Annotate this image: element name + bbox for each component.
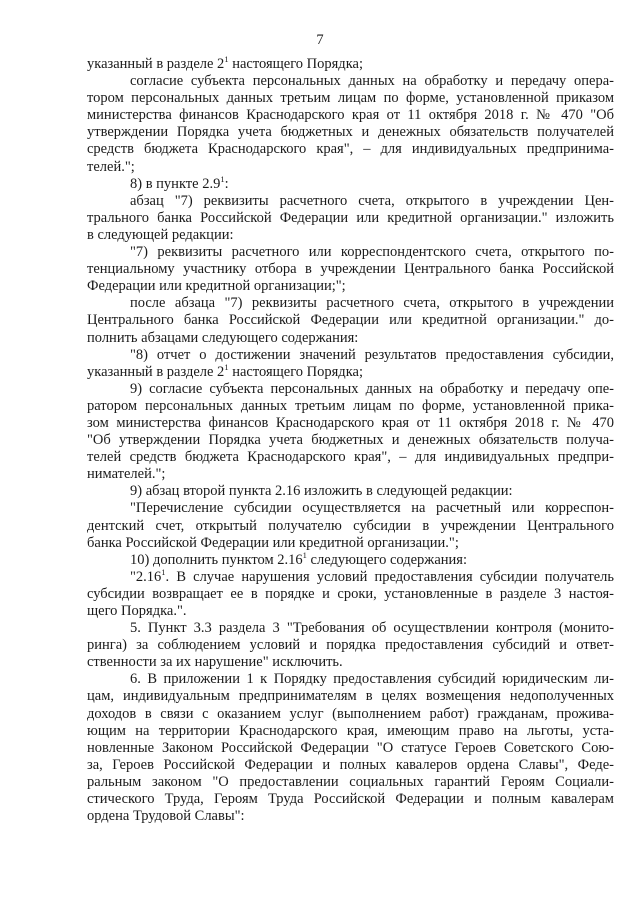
text-line: полнить абзацами следующего содержания: [87, 329, 359, 346]
text-line: 6. В приложении 1 к Порядку предоставления субсидий юридическим ли- [130, 671, 614, 688]
text-line: указанный в разделе $2^1$ настоящего Порядка; [87, 361, 363, 380]
text-line: 8) в пункте $2.9^1$: [130, 173, 229, 192]
text-line: ственности за их нарушение" исключить. [87, 654, 343, 671]
text-line: новленные Законом Российской Федерации "О статусе Героев Советского Сою- [87, 739, 614, 756]
text-line: ратором персональных данных третьим лицам по форме, установленной прика- [87, 397, 614, 414]
page-number: 7 [316, 32, 324, 48]
text-line: субсидии возвращает ее в порядке и сроки, установленные в разделе 3 настоя- [87, 585, 614, 602]
superscript: 1 [161, 566, 166, 577]
text-line: телей."; [87, 158, 135, 175]
text-line: средств бюджета Краснодарского края", – для индивидуальных предпринима- [87, 141, 614, 158]
text-line: банка Российской Федерации или кредитной организации."; [87, 534, 459, 551]
text-line: "Об утверждении Порядка учета бюджетных и денежных обязательств получа- [87, 432, 614, 449]
text-line: абзац "7) реквизиты расчетного счета, открытого в учреждении Цен- [130, 192, 614, 209]
text-line: указанный в разделе $2^1$ настоящего Порядка; [87, 54, 363, 72]
text-line: Федерации или кредитной организации;"; [87, 278, 346, 295]
text-line: трального банка Российской Федерации или кредитной организации." изложить [87, 209, 614, 226]
text-line: ордена Трудовой Славы": [87, 808, 245, 825]
text-line: ющим на территории Краснодарского края, имеющим право на льготы, уста- [87, 722, 614, 739]
text-line: телей средств бюджета Краснодарского края", – для индивидуальных предпри- [87, 449, 614, 466]
superscript: 1 [302, 549, 307, 560]
text-line: после абзаца "7) реквизиты расчетного счета, открытого в учреждении [130, 295, 614, 312]
document-body [87, 56, 614, 825]
superscript: 1 [224, 361, 229, 372]
text-line: в следующей редакции: [87, 226, 234, 243]
text-line: доходов в связи с оказанием услуг (выполнением работ) гражданам, прожива- [87, 705, 614, 722]
text-line: министерства финансов Краснодарского края от 11 октября 2018 г. № 470 "Об [87, 107, 614, 124]
superscript: 1 [220, 173, 225, 184]
text-line: нимателей."; [87, 466, 166, 483]
text-line: зом министерства финансов Краснодарского края от 11 октября 2018 г. № 470 [87, 414, 614, 431]
text-line: стического Труда, Героям Труда Российской Федерации и полным кавалерам [87, 791, 614, 808]
text-line: за, Героев Российской Федерации и полных кавалеров ордена Славы", Феде- [87, 756, 614, 773]
text-line: цам, индивидуальным предпринимателям в целях возмещения недополученных [87, 688, 614, 705]
text-line: тором персональных данных третьим лицам по форме, установленной приказом [87, 90, 614, 107]
text-line: "8) отчет о достижении значений результатов предоставления субсидии, [130, 346, 614, 363]
text-line: 10) дополнить пунктом 2.16$^1$ следующего содержания: [130, 549, 467, 568]
text-line: тенциальному участнику отбора в учреждении Центрального банка Российской [87, 261, 614, 278]
text-line: 5. Пункт 3.3 раздела 3 "Требования об осуществлении контроля (монито- [130, 620, 614, 637]
text-line: 9) абзац второй пункта 2.16 изложить в следующей редакции: [130, 483, 513, 500]
text-line: щего Порядка.". [87, 603, 187, 619]
text-line: ральным законом "О предоставлении социальных гарантий Героям Социали- [87, 773, 614, 790]
text-line: "2.16$^1$. В случае нарушения условий предоставления субсидии получатель [130, 566, 614, 585]
text-line: ринга) за соблюдением условий и порядка предоставления субсидий и ответ- [87, 637, 614, 654]
text-line: согласие субъекта персональных данных на обработку и передачу опера- [130, 73, 614, 90]
text-line: "Перечисление субсидии осуществляется на расчетный или корреспон- [130, 500, 614, 517]
text-line: 9) согласие субъекта персональных данных на обработку и передачу опе- [130, 380, 614, 397]
text-line: утверждении Порядка учета бюджетных и денежных обязательств получателей [87, 124, 614, 141]
text-line: дентский счет, открытый получателю субсидии в учреждении Центрального [87, 517, 614, 534]
text-line: "7) реквизиты расчетного или корреспондентского счета, открытого по- [130, 244, 614, 261]
text-line: Центрального банка Российской Федерации или кредитной организации." до- [87, 312, 614, 329]
superscript: 1 [224, 54, 229, 64]
